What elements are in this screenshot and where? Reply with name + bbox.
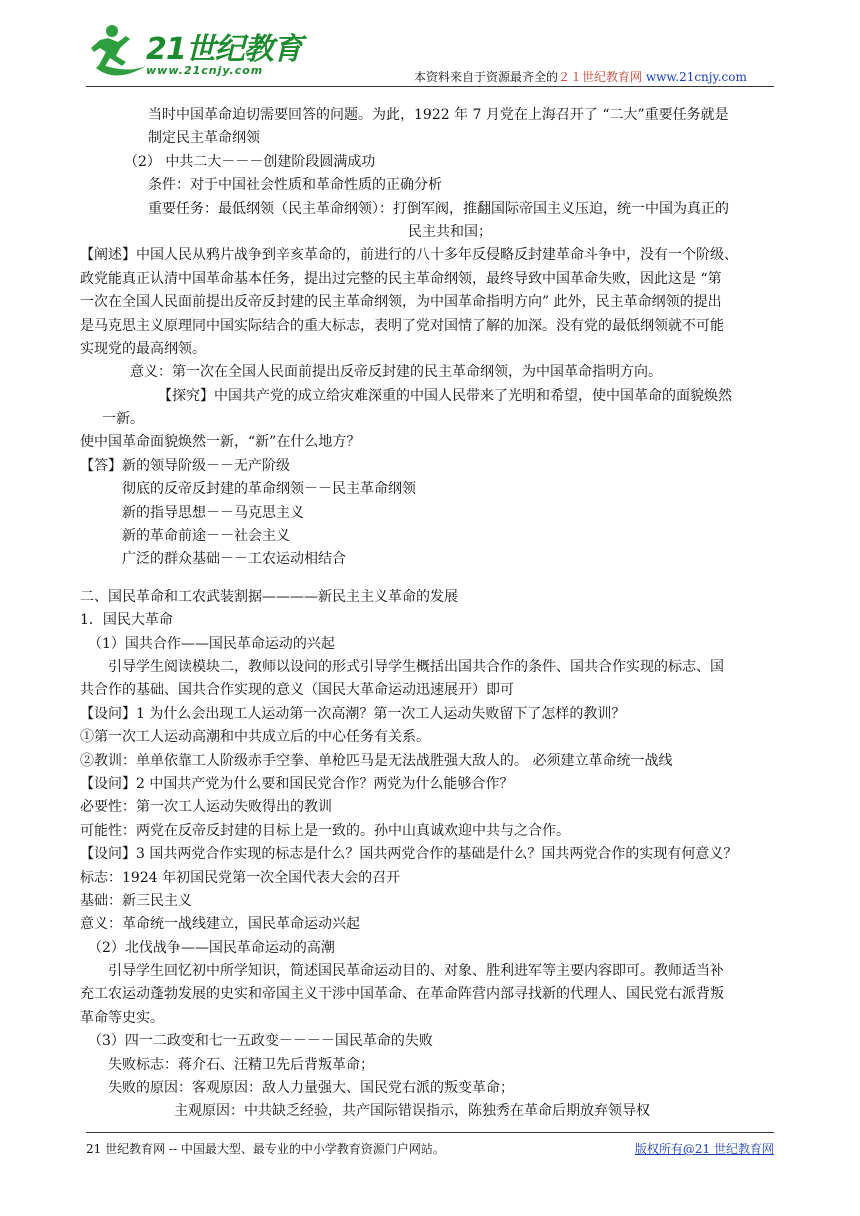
text-line: 【设问】2 中国共产党为什么要和国民党合作？两党为什么能够合作？ (80, 775, 514, 792)
text-line: 重要任务：最低纲领（民主革命纲领）：打倒军阀，推翻国际帝国主义压迫，统一中国为真正的 (148, 200, 729, 217)
header-divider (86, 86, 774, 87)
text-line: 革命等史实。 (80, 1009, 164, 1026)
text-line: 充工农运动蓬勃发展的史实和帝国主义干涉中国革命、在革命阵营内部寻找新的代理人、国民党右派背叛 (80, 986, 724, 1003)
header-site-link[interactable]: ２１世纪教育网 (558, 70, 643, 84)
text-line: 【设问】1 为什么会出现工人运动第一次高潮？第一次工人运动失败留下了怎样的教训？ (80, 705, 626, 722)
text-line: 意义：革命统一战线建立，国民革命运动兴起 (80, 916, 360, 933)
text-line: 引导学生回忆初中所学知识，简述国民革命运动目的、对象、胜利进军等主要内容即可。教师适当补 (108, 963, 724, 980)
logo-title: 21世纪教育 (146, 32, 302, 67)
text-line: 【答】新的领导阶级－－无产阶级 (80, 457, 290, 474)
text-line: 失败标志：蒋介石、汪精卫先后背叛革命； (108, 1056, 374, 1073)
text-line: 1．国民大革命 (80, 612, 173, 629)
text-line: （1）国共合作——国民革命运动的兴起 (88, 635, 335, 652)
document-body (80, 104, 785, 1124)
text-line: 新的指导思想－－马克思主义 (122, 504, 304, 521)
text-line: 【设问】3 国共两党合作实现的标志是什么？国共两党合作的基础是什么？国共两党合作的实现有何意义？ (80, 846, 738, 863)
text-line: （2） 中共二大－－－创建阶段圆满成功 (124, 153, 376, 170)
logo-url: www.21cnjy.com (146, 64, 264, 77)
text-line: 失败的原因：客观原因：敌人力量强大、国民党右派的叛变革命； (108, 1080, 514, 1097)
text-line: 可能性：两党在反帝反封建的目标上是一致的。孙中山真诚欢迎中共与之合作。 (80, 822, 570, 839)
text-line: 广泛的群众基础－－工农运动相结合 (122, 551, 346, 568)
text-line: 条件：对于中国社会性质和革命性质的正确分析 (148, 177, 442, 194)
footer-copyright-link[interactable]: 版权所有@21 世纪教育网 (634, 1142, 774, 1156)
text-line: （3）四一二政变和七一五政变－－－－国民革命的失败 (88, 1033, 433, 1050)
text-line: 政党能真正认清中国革命基本任务，提出过完整的民主革命纲领，最终导致中国革命失败，因此这是 “第 (80, 270, 722, 287)
text-line: 标志：1924 年初国民党第一次全国代表大会的召开 (80, 869, 401, 886)
text-line: 意义：第一次在全国人民面前提出反帝反封建的民主革命纲领，为中国革命指明方向。 (130, 364, 662, 381)
text-line: 共合作的基础、国共合作实现的意义（国民大革命运动迅速展开）即可 (80, 682, 514, 699)
text-line: 制定民主革命纲领 (148, 130, 260, 147)
paragraph-gap (80, 572, 785, 586)
text-line: 实现党的最高纲领。 (80, 340, 206, 357)
text-line: 主观原因：中共缺乏经验，共产国际错误指示，陈独秀在革命后期放弃领导权 (174, 1103, 650, 1120)
text-line: ②教训：单单依靠工人阶级赤手空拳、单枪匹马是无法战胜强大敌人的。 必须建立革命统一战线 (80, 752, 673, 769)
text-line: 民主共和国； (408, 223, 492, 240)
header-note-prefix: 本资料来自于资源最齐全的 (414, 70, 559, 84)
text-line: 是马克思主义原理同中国实际结合的重大标志，表明了党对国情了解的加深。没有党的最低纲领就不可能 (80, 317, 724, 334)
text-line: 彻底的反帝反封建的革命纲领－－民主革命纲领 (122, 481, 416, 498)
text-line: 引导学生阅读模块二，教师以设问的形式引导学生概括出国共合作的条件、国共合作实现的标志、国 (108, 658, 724, 675)
text-line: 新的革命前途－－社会主义 (122, 528, 290, 545)
text-line: （2）北伐战争——国民革命运动的高潮 (88, 939, 335, 956)
text-line: 【阐述】中国人民从鸦片战争到辛亥革命的，前进行的八十多年反侵略反封建革命斗争中，没有一个阶级、 (80, 247, 738, 264)
text-line: 【探究】中国共产党的成立给灾难深重的中国人民带来了光明和希望，使中国革命的面貌焕然 (158, 387, 732, 404)
footer-description: 21 世纪教育网 -- 中国最大型、最专业的中小学教育资源门户网站。 (86, 1142, 445, 1156)
text-line: 基础：新三民主义 (80, 892, 192, 909)
header-url-link[interactable]: www.21cnjy.com (645, 70, 747, 84)
text-line: 二、国民革命和工农武装割据————新民主主义革命的发展 (80, 588, 458, 605)
text-line: 一新。 (102, 411, 144, 428)
footer-divider (86, 1132, 774, 1133)
text-line: ①第一次工人运动高潮和中共成立后的中心任务有关系。 (80, 729, 430, 746)
text-line: 使中国革命面貌焕然一新，“新”在什么地方？ (80, 434, 361, 451)
header-source-note (414, 68, 747, 85)
text-line: 一次在全国人民面前提出反帝反封建的民主革命纲领，为中国革命指明方向” 此外，民主革命纲领的提出 (80, 294, 722, 311)
text-line: 当时中国革命迫切需要回答的问题。为此，1922 年 7 月党在上海召开了 “二大”重要任务就是 (148, 107, 729, 123)
text-line: 必要性：第一次工人运动失败得出的教训 (80, 799, 332, 816)
